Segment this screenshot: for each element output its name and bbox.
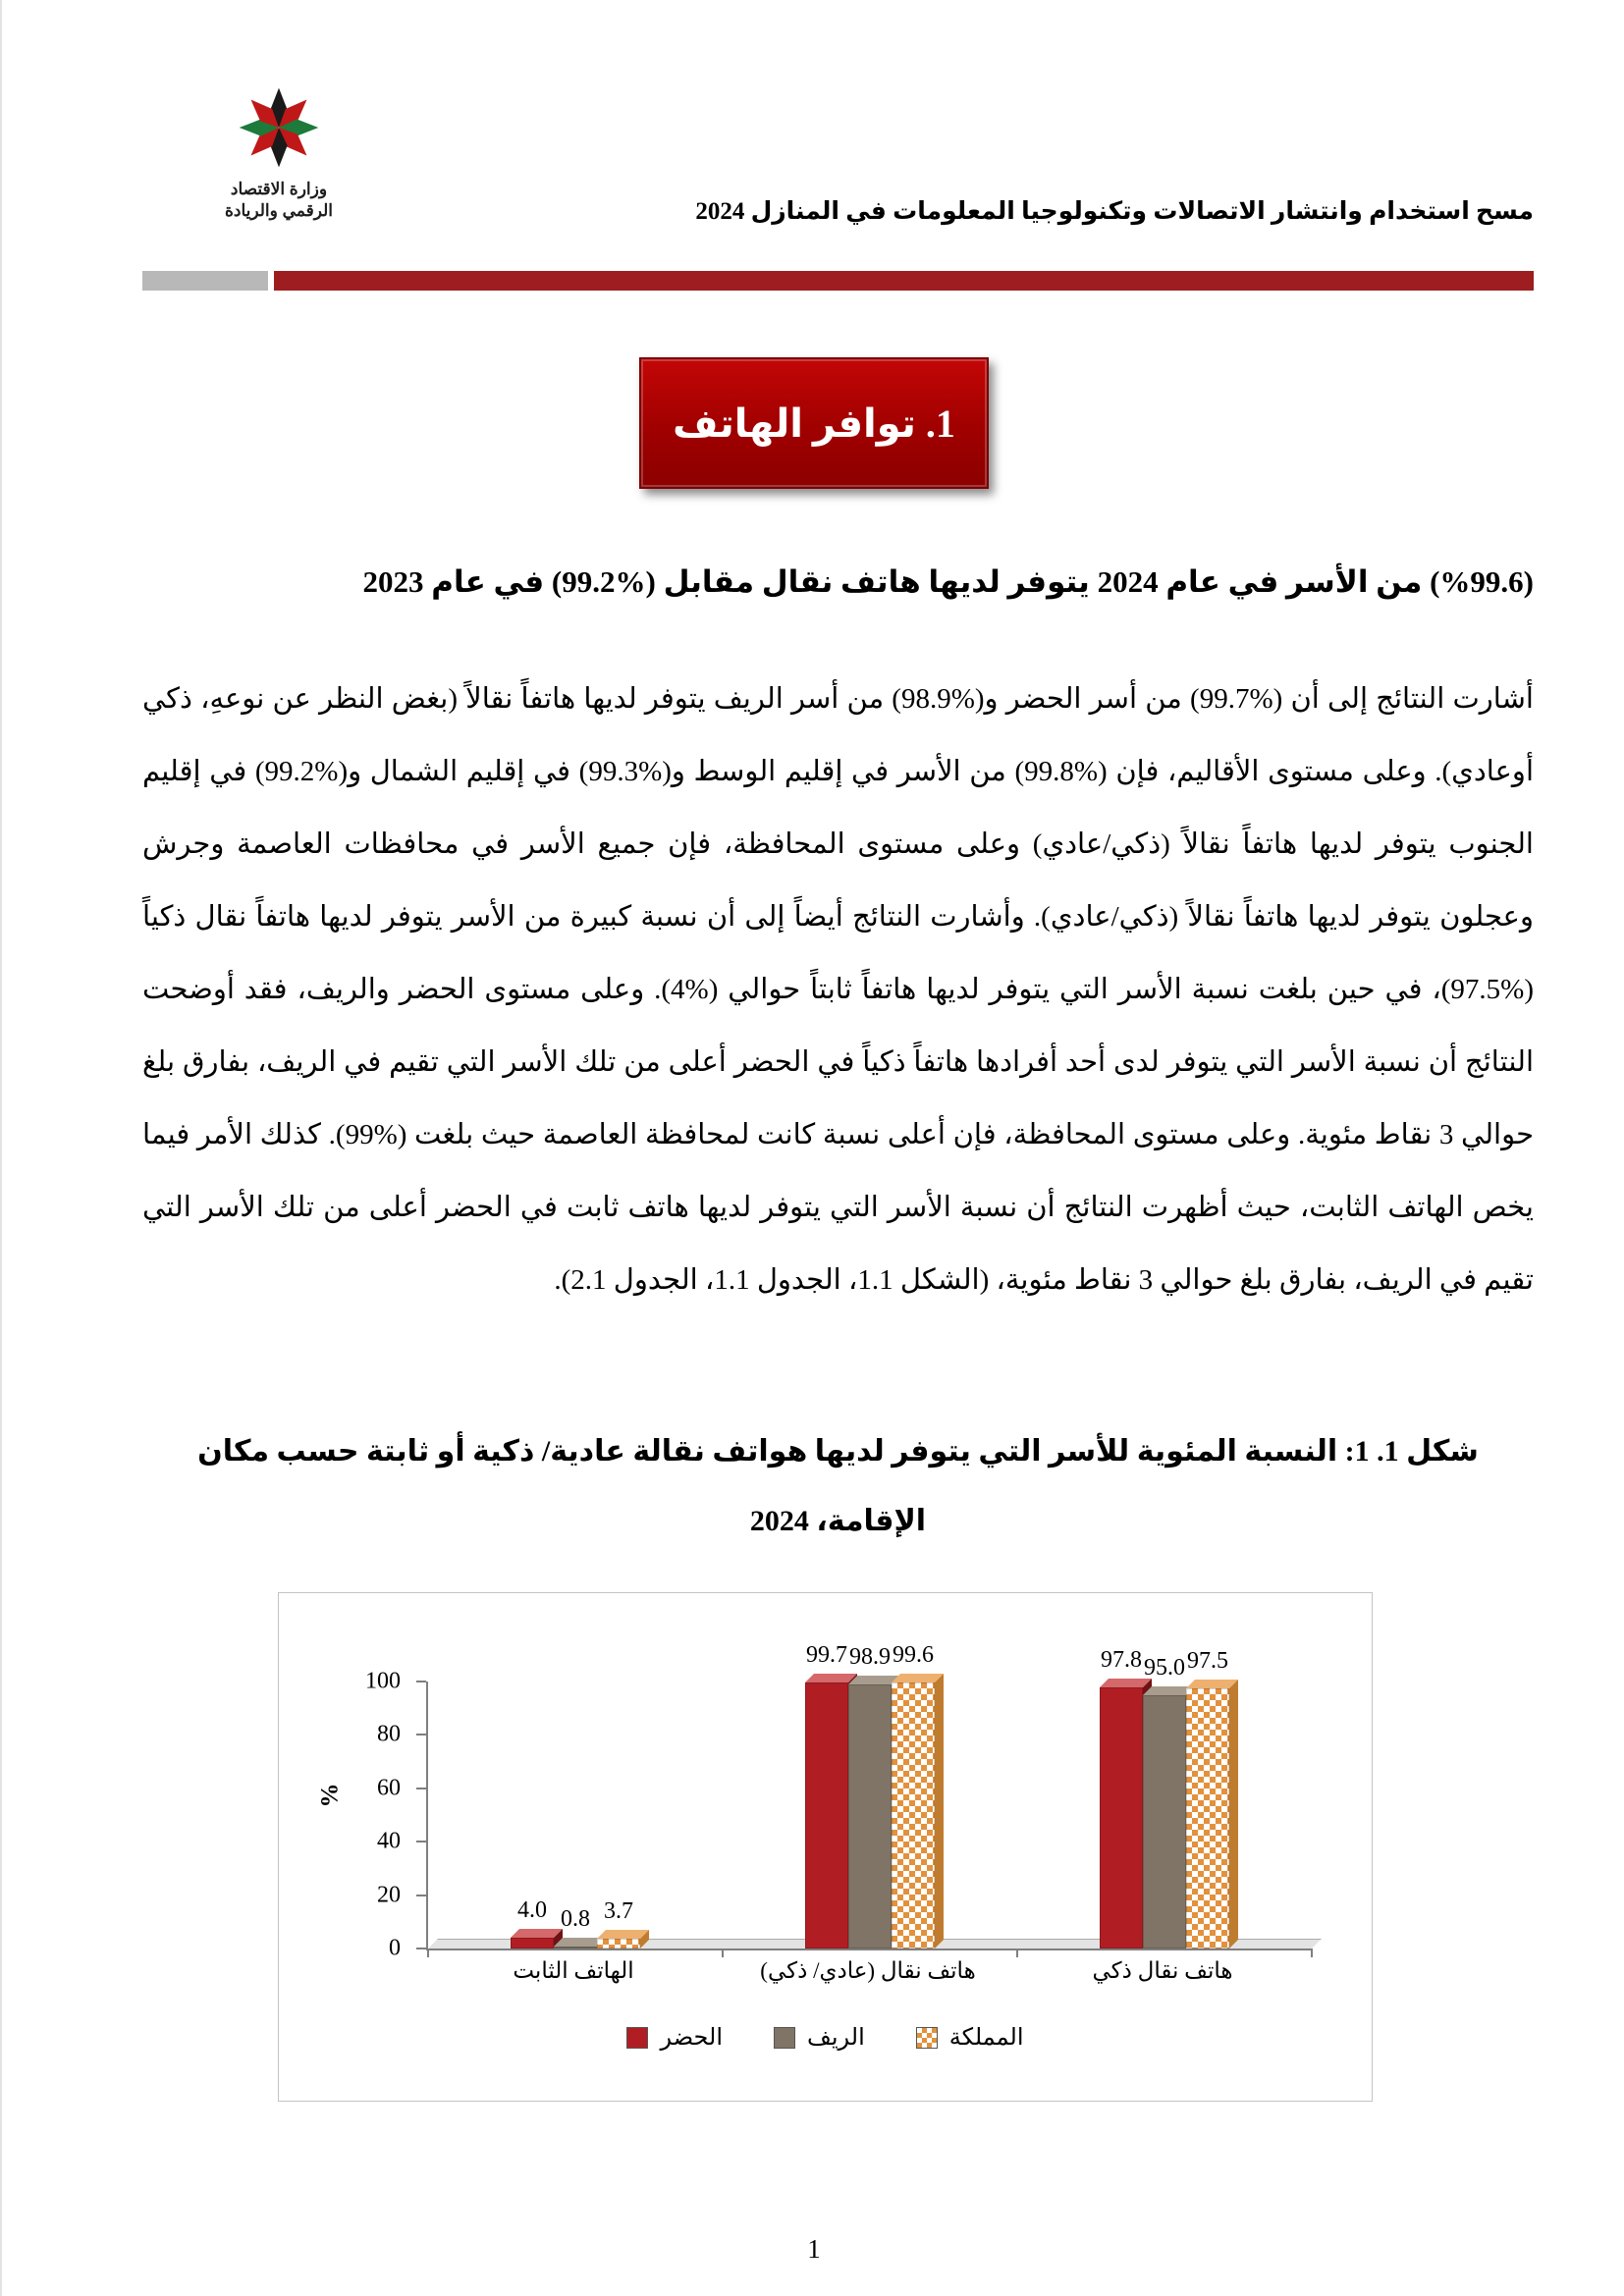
section-banner-label: 1. توافر الهاتف: [673, 400, 955, 446]
x-axis-label-mobile-any: هاتف نقال (عادي/ ذكي): [760, 1958, 976, 1983]
bar-group-mobile-any: [723, 1641, 1017, 1949]
y-tick-mark: [416, 1734, 426, 1735]
y-tick-label: 60: [377, 1775, 401, 1801]
y-tick-mark: [416, 1948, 426, 1949]
section-banner: [639, 357, 989, 489]
bar-group-fixed-phone: [428, 1682, 723, 1949]
ministry-logo-star-icon: [232, 80, 326, 175]
bar-urban-fixed-phone: [511, 1897, 554, 1949]
plot-area: [426, 1641, 1312, 1950]
divider-red-bar: [274, 271, 1534, 291]
bar-kingdom-smart-mobile: [1186, 1647, 1229, 1949]
report-header-title: مسح استخدام وانتشار الاتصالات وتكنولوجيا المعلومات في المنازل 2024: [695, 198, 1534, 225]
bar-urban-mobile-any: [805, 1641, 848, 1949]
bar-value-label: 99.6: [893, 1642, 934, 1669]
y-tick-mark: [416, 1681, 426, 1682]
x-axis: [426, 1958, 1310, 1984]
legend-marker-urban: [626, 2027, 648, 2049]
y-axis-title: %: [316, 1783, 344, 1808]
x-tick-mark: [427, 1949, 429, 1957]
headline: (%99.6) من الأسر في عام 2024 يتوفر لديها هاتف نقال مقابل (%99.2) في عام 2023: [362, 564, 1534, 599]
y-tick-mark: [416, 1788, 426, 1789]
chart-legend: [279, 2023, 1372, 2052]
bar-rural-mobile-any: [848, 1644, 892, 1949]
y-tick-label: 40: [377, 1828, 401, 1854]
bar-rural-fixed-phone: [554, 1905, 597, 1949]
y-tick-mark: [416, 1895, 426, 1896]
legend-marker-rural: [774, 2027, 795, 2049]
x-tick-mark: [722, 1949, 724, 1957]
bar-kingdom-fixed-phone: [597, 1897, 640, 1949]
bar-value-label: 3.7: [604, 1897, 633, 1924]
logo-text-line1: وزارة الاقتصاد: [230, 180, 328, 198]
legend-label-kingdom: المملكة: [948, 2025, 1024, 2051]
x-tick-mark: [1311, 1949, 1313, 1957]
bar-value-label: 97.8: [1101, 1646, 1142, 1673]
bar-value-label: 4.0: [517, 1897, 547, 1924]
figure-1-1-chart: [278, 1592, 1373, 2102]
bar-kingdom-mobile-any: [892, 1642, 935, 1949]
legend-marker-kingdom: [916, 2027, 938, 2049]
bar-value-label: 98.9: [849, 1644, 891, 1670]
figure-caption: شكل 1. 1: النسبة المئوية للأسر التي يتوفر لديها هواتف نقالة عادية/ ذكية أو ثابتة حسب مكان الإقامة، 2024: [197, 1435, 1479, 1537]
y-axis: [357, 1668, 416, 1961]
x-axis-label-fixed-phone: الهاتف الثابت: [513, 1958, 634, 1983]
ministry-logo: [210, 80, 348, 222]
y-tick-mark: [416, 1841, 426, 1842]
x-tick-mark: [1016, 1949, 1018, 1957]
legend-item-kingdom: [916, 2023, 1024, 2052]
bar-urban-smart-mobile: [1100, 1646, 1143, 1949]
bar-value-label: 99.7: [806, 1641, 847, 1668]
x-axis-label-smart-mobile: هاتف نقال ذكي: [1092, 1958, 1233, 1983]
bar-value-label: 0.8: [561, 1905, 590, 1932]
y-tick-label: 0: [389, 1935, 401, 1961]
bar-group-smart-mobile: [1017, 1646, 1312, 1949]
page-number: 1: [807, 2234, 821, 2264]
legend-label-rural: الريف: [806, 2025, 865, 2051]
bar-rural-smart-mobile: [1143, 1654, 1186, 1949]
legend-label-urban: الحضر: [660, 2025, 723, 2051]
logo-text-line2: الرقمي والريادة: [224, 201, 333, 221]
y-tick-label: 100: [365, 1668, 401, 1694]
divider-gray-segment: [142, 271, 268, 291]
bar-value-label: 95.0: [1144, 1654, 1185, 1681]
y-tick-label: 20: [377, 1882, 401, 1908]
bar-value-label: 97.5: [1187, 1647, 1228, 1674]
body-paragraph: أشارت النتائج إلى أن (%99.7) من أسر الحضر و(%98.9) من أسر الريف يتوفر لديها هاتفاً نقالاً (بغض النظر عن نوعهِ، ذكي أوعادي). وعلى مستوى الأقاليم، فإن (%99.8) من الأسر في إقليم الوسط و(%99.3) في إقليم الشمال و(%99.2) في إقليم الجنوب يتوفر لديها هاتفاً نقالاً (ذكي/عادي) وعلى مستوى المحافظة، فإن جميع الأسر في محافظات العاصمة وجرش وعجلون يتوفر لديها هاتفاً نقالاً (ذكي/عادي). وأشارت النتائج أيضاً إلى أن نسبة كبيرة من الأسر يتوفر لديها هاتفاً نقال ذكياً (%97.5)، في حين بلغت نسبة الأسر التي يتوفر لديها هاتفاً ثابتاً حوالي (%4). وعلى مستوى الحضر والريف، فقد أوضحت النتائج أن نسبة الأسر التي يتوفر لدى أحد أفرادها هاتفاً ذكياً في الحضر أعلى من تلك الأسر التي تقيم في الريف، بفارق بلغ حوالي 3 نقاط مئوية. وعلى مستوى المحافظة، فإن أعلى نسبة كانت لمحافظة العاصمة حيث بلغت (%99). كذلك الأمر فيما يخص الهاتف الثابت، حيث أظهرت النتائج أن نسبة الأسر التي يتوفر لديها هاتف ثابت في الحضر أعلى من تلك الأسر التي تقيم في الريف، بفارق بلغ حوالي 3 نقاط مئوية، (الشكل 1.1، الجدول 1.1، الجدول 2.1).: [142, 683, 1535, 1296]
legend-item-urban: [626, 2023, 723, 2052]
header-divider: [142, 271, 1534, 291]
y-tick-label: 80: [377, 1721, 401, 1747]
legend-item-rural: [774, 2023, 865, 2052]
